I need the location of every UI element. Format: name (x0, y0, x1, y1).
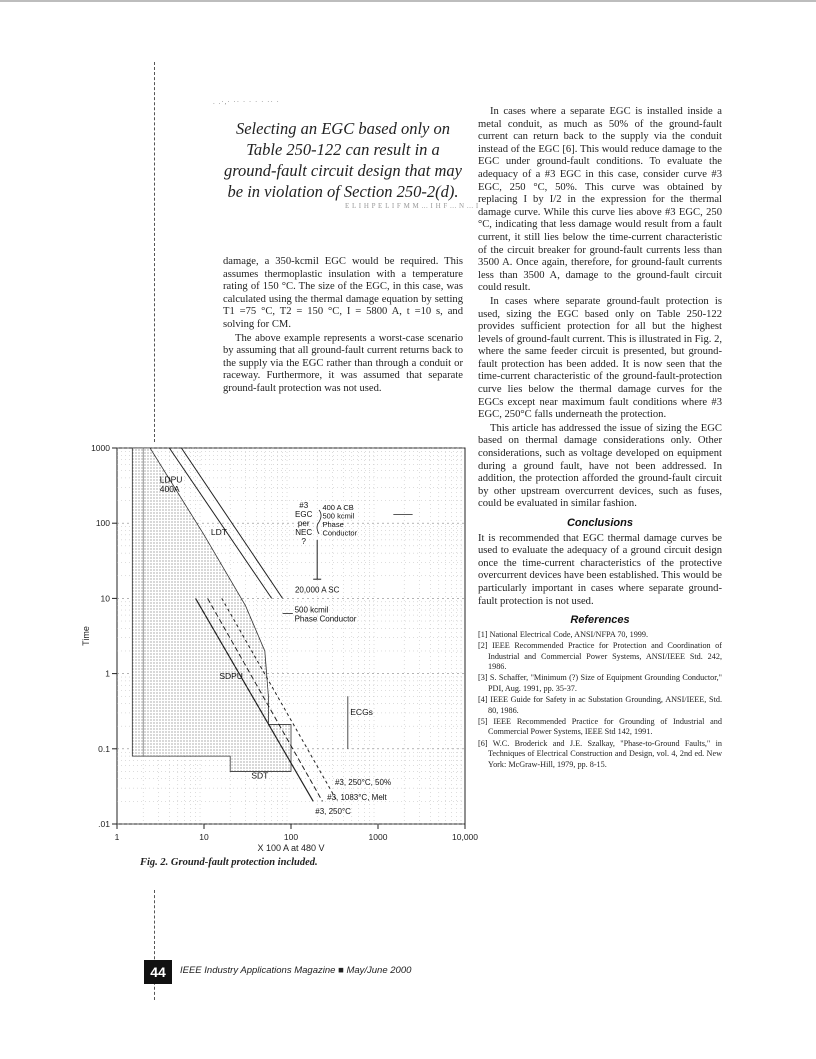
x-tick-label: 100 (283, 832, 299, 842)
scan-artifact: . .·,· ·· · · · · ·· · (213, 98, 280, 106)
reference-item: [5] IEEE Recommended Practice for Grounding of Industrial and Commercial Power Systems, IEEE Std 142, 1991. (478, 717, 722, 737)
y-tick-label: 10 (100, 593, 110, 604)
reference-item: [6] W.C. Broderick and J.E. Szalkay, "Phase-to-Ground Faults," in Techniques of Electrical Construction and Design, vol. 4, 2nd ed. New York: McGraw-Hill, 1979, pp. 8-15. (478, 738, 722, 769)
label-sc: 20,000 A SC (294, 585, 340, 595)
left-paragraph-1: damage, a 350-kcmil EGC would be required. This assumes thermoplastic insulation with a temperature rating of 150 °C. The size of the EGC, in this case, was calculated using the thermal damage equation by setting T1 =75 °C, T2 = 150 °C, I = 5800 A, t =10 s, and solving for CM. (223, 256, 463, 330)
page-top-border (0, 0, 816, 2)
x-tick-label: 1 (114, 832, 120, 842)
y-tick-label: .01 (98, 819, 110, 829)
label-curve-250: #3, 250°C (315, 807, 351, 817)
references-list (478, 630, 722, 770)
time-current-chart-svg (75, 440, 478, 853)
y-tick-label: 100 (95, 518, 110, 529)
page-number: 44 (144, 960, 172, 984)
label-cb: 400 A CB 500 kcmil Phase Conductor (322, 502, 358, 538)
y-tick-label: 0.1 (98, 743, 110, 754)
label-ldpu: LDPU 400A (159, 474, 183, 494)
label-curve-50pct: #3, 250°C, 50% (334, 778, 392, 788)
left-column (223, 256, 463, 397)
y-tick-label: 1 (105, 668, 110, 679)
reference-item: [1] National Electrical Code, ANSI/NFPA 70, 1999. (478, 629, 649, 639)
x-tick-label: 1000 (368, 832, 388, 842)
reference-item: [3] S. Schaffer, "Minimum (?) Size of Equipment Grounding Conductor," PDI, Aug. 1991, pp. 35-37. (478, 673, 722, 693)
references-heading: References (570, 614, 630, 627)
label-egc: #3 EGC per NEC ? (295, 500, 313, 546)
conclusions-heading: Conclusions (566, 517, 633, 529)
x-tick-label: 10,000 (452, 832, 478, 842)
label-sdpu: SDPU (219, 670, 243, 681)
label-brace (317, 510, 321, 534)
label-sdt: SDT (251, 770, 269, 781)
cut-mark-upper (154, 62, 155, 442)
figure-caption: Fig. 2. Ground-fault protection included. (140, 857, 318, 868)
reference-item: [4] IEEE Guide for Safety in ac Substation Grounding, ANSI/IEEE, Std. 80, 1986. (478, 695, 722, 715)
label-curve-1083: #3, 1083°C, Melt (327, 792, 387, 802)
right-column (478, 106, 722, 771)
y-axis-label: Time (81, 626, 91, 646)
footer-journal: IEEE Industry Applications Magazine ■ May/June 2000 (180, 965, 412, 976)
label-ldt: LDT (210, 526, 227, 537)
right-paragraph-1: In cases where a separate EGC is installed inside a metal conduit, as much as 50% of the ground-fault current can return back to the supply via the conduit instead of the EGC [6]. This would reduce damage to the EGC under ground-fault conditions. To evaluate the adequacy of a #3 EGC in this case, consider curve #3 EGC, 250 °C, 50%. This curve was obtained by replacing I by I/2 in the expression for the thermal damage curve. While this curve lies above #3 EGC, 250 °C, indicating that less damage would result from a fault current, it still lies below the time-current characteristic of the circuit breaker for ground-fault currents less than 3500 A. Once again, therefore, for ground-fault currents less than 3500 A, damage to the ground-fault circuit could result. (478, 106, 722, 294)
scan-artifact-2: E L I H P E L I F M M ... I H F ... N ... I (345, 202, 479, 210)
right-paragraph-3: This article has addressed the issue of sizing the EGC based on thermal damage considerations only. Other considerations, such as voltage developed on equipment during a ground fault, have not been addressed. In addition, the protection afforded the ground-fault circuit by other upstream overcurrent devices, such as fuses, could be evaluated in similar fashion. (478, 422, 722, 510)
left-paragraph-2: The above example represents a worst-case scenario by assuming that all ground-fault current returns back to the supply via the EGC rather than through a conduit or raceway. Furthermore, it was assumed that separate ground-fault protection was not used. (223, 332, 463, 394)
x-axis-label: X 100 A at 480 V (257, 843, 325, 853)
reference-item: [2] IEEE Recommended Practice for Protection and Coordination of Industrial and Commercial Power Systems, ANSI/IEEE Std. 242, 1986. (478, 641, 722, 671)
label-ecgs: ECGs (350, 707, 373, 718)
y-tick-label: 1000 (91, 443, 110, 453)
conclusions-text: It is recommended that EGC thermal damage curves be used to evaluate the adequacy of a ground circuit design once the time-current characteristics of the protective overcurrent devices have been established. This would be particularly important in cases where separate ground-fault protection is not used. (478, 532, 722, 607)
right-paragraph-2: In cases where separate ground-fault protection is used, sizing the EGC based only on Table 250-122 provides sufficient protection for all but the highest levels of ground-fault current. This is illustrated in Fig. 2, where the same feeder circuit is presented, but ground-fault protection has been added. It is now seen that the time-current characteristic of the ground-fault-protection curve lies below the thermal damage curves for the EGCs except near maximum fault conditions where #3 EGC, 250°C falls underneath the protection. (478, 295, 723, 421)
x-tick-label: 10 (199, 832, 209, 842)
label-phase-conductor: 500 kcmil Phase Conductor (294, 605, 357, 624)
time-current-chart (75, 440, 478, 853)
pull-quote: Selecting an EGC based only on Table 250-122 can result in a ground-fault circuit design that may be in violation of Section 250-2(d). (223, 119, 462, 201)
